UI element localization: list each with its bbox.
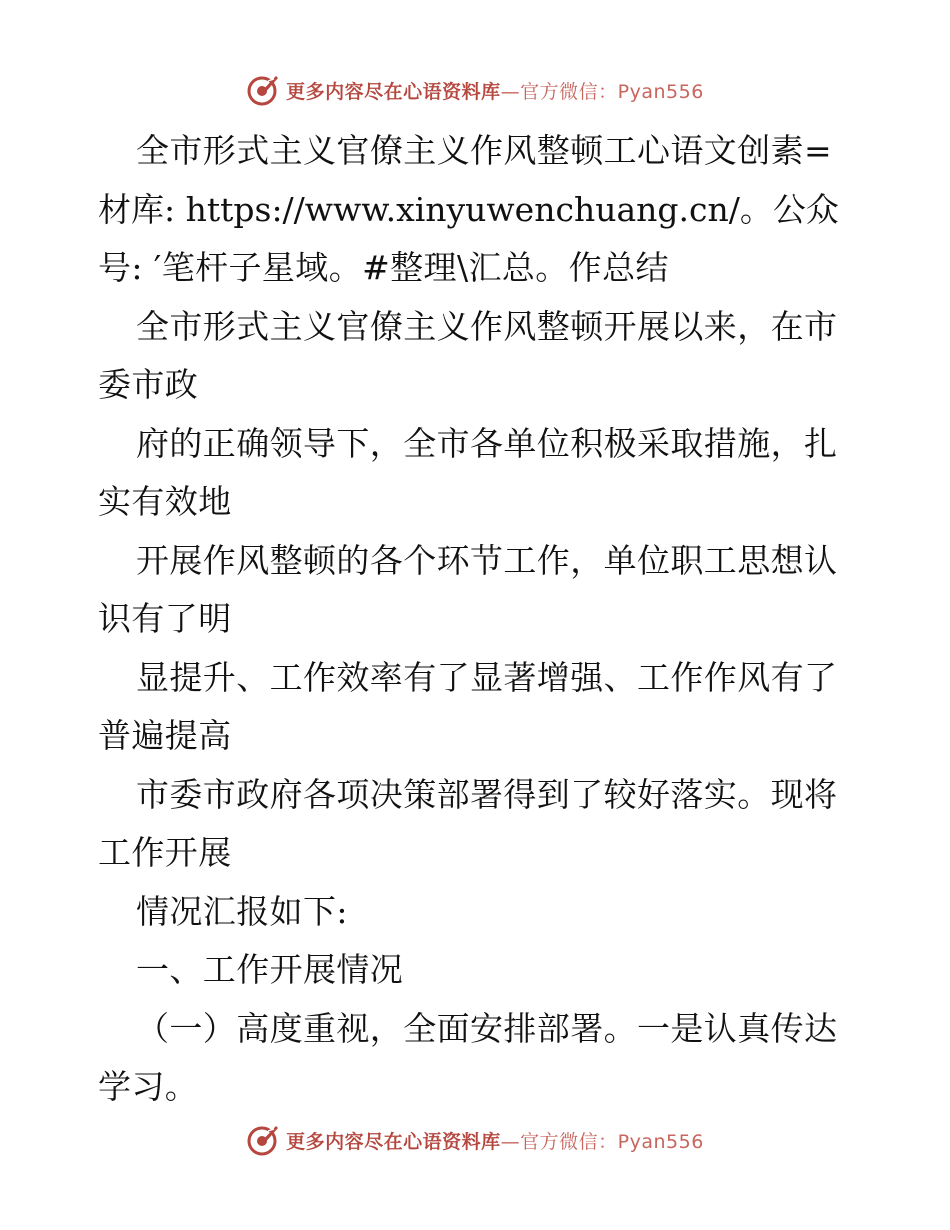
text-line: 情况汇报如下: (136, 891, 348, 931)
text-line: 府的正确领导下，全市各单位积极采取措施，扎 (136, 423, 838, 463)
watermark-separator: — (500, 80, 521, 103)
footer-watermark (0, 1120, 950, 1160)
watermark-main-text: 更多内容尽在心语资料库 (286, 80, 501, 103)
text-line: 显提升、工作效率有了显著增强、工作作风有了 (136, 657, 838, 697)
quill-logo-icon (246, 1123, 280, 1157)
text-line: 工作开展 (98, 833, 232, 872)
text-line: 市委市政府各项决策部署得到了较好落实。现将 (136, 774, 838, 814)
text-line: 实有效地 (98, 482, 232, 521)
text-line: 全市形式主义官僚主义作风整顿工心语文创素= (136, 131, 833, 170)
document-body (98, 122, 858, 1117)
text-line: 学习。 (98, 1067, 199, 1106)
quill-logo-icon (246, 73, 280, 107)
text-line: 普遍提高 (98, 716, 232, 755)
section-heading: 一、工作开展情况 (136, 950, 404, 989)
watermark-sub-text: 官方微信：Pyan556 (520, 1130, 704, 1153)
text-line: 全市形式主义官僚主义作风整顿开展以来，在市 (136, 306, 838, 346)
watermark-main-text: 更多内容尽在心语资料库 (286, 1130, 501, 1153)
watermark-separator: — (500, 1130, 521, 1153)
watermark-sub-text: 官方微信：Pyan556 (520, 80, 704, 103)
text-line: 委市政 (98, 365, 199, 404)
text-line: 材库: https://www.xinyuwenchuang.cn/。公众 (98, 189, 839, 229)
text-line: （一）高度重视，全面安排部署。一是认真传达 (136, 1008, 838, 1048)
text-line: 号: ′笔杆子星域。#整理\汇总。作总结 (98, 248, 669, 287)
header-watermark (0, 70, 950, 110)
text-line: 开展作风整顿的各个环节工作，单位职工思想认 (136, 540, 838, 580)
text-line: 识有了明 (98, 599, 232, 638)
